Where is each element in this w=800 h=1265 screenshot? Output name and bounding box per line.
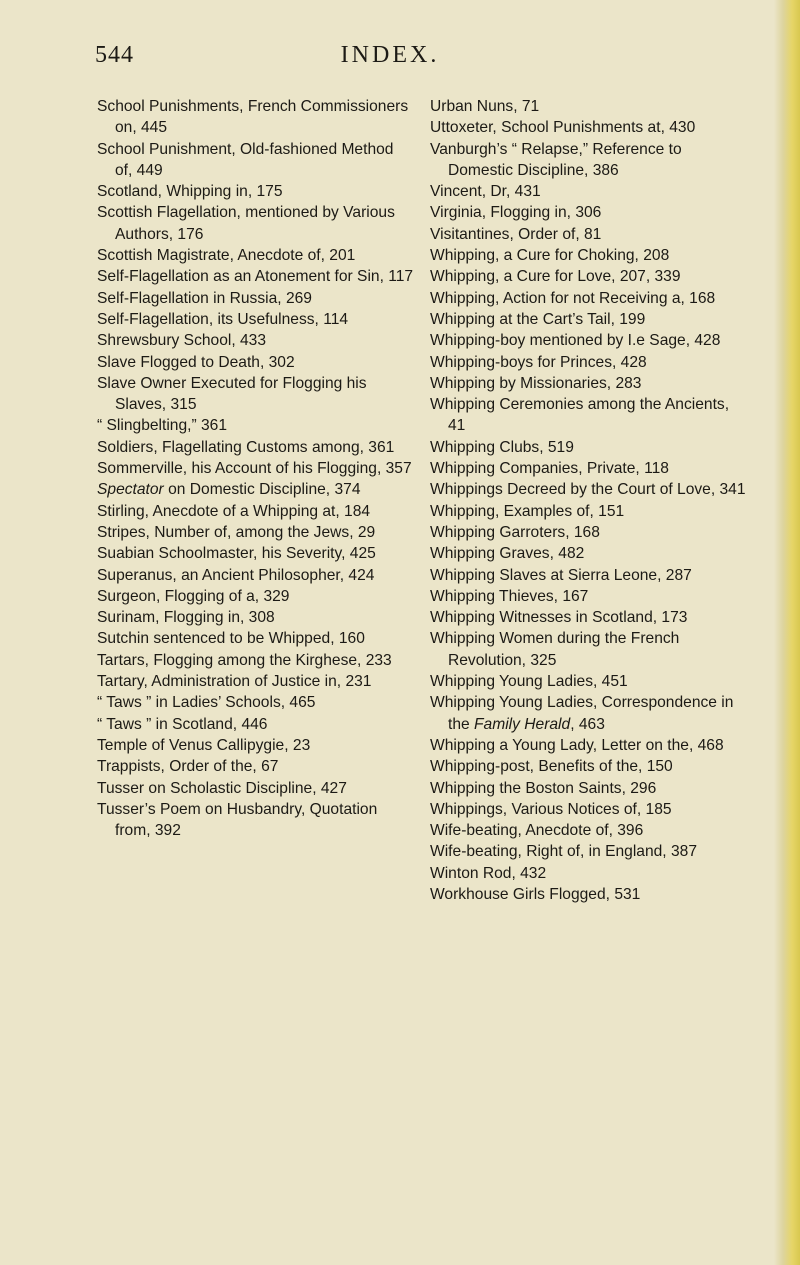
index-entry <box>97 650 415 671</box>
index-column-left <box>97 96 415 841</box>
index-entry-text: Whipping, Action for not Receiving a, 168 <box>430 289 716 307</box>
index-entry-text: Self-Flagellation, its Usefulness, 114 <box>97 310 349 328</box>
index-entry <box>97 373 415 416</box>
index-entry-text: Stripes, Number of, among the Jews, 29 <box>97 523 376 541</box>
index-entry-text: Whippings Decreed by the Court of Love, 341 <box>430 481 746 499</box>
index-entry-text: Whipping Clubs, 519 <box>430 438 574 456</box>
index-entry-text: Whipping-boy mentioned by I.e Sage, 428 <box>430 332 721 350</box>
index-entry-text: Suabian Schoolmaster, his Severity, 425 <box>97 545 376 563</box>
index-entry <box>430 799 750 820</box>
index-entry-italic: Spectator <box>97 481 164 499</box>
index-entry-text: Whipping at the Cart’s Tail, 199 <box>430 310 646 328</box>
index-entry-text: Whipping Thieves, 167 <box>430 587 589 605</box>
index-entry <box>430 288 750 309</box>
index-entry <box>97 714 415 735</box>
index-entry-text: Trappists, Order of the, 67 <box>97 758 279 776</box>
index-entry-text: Tusser’s Poem on Husbandry, Quotation from, 392 <box>97 800 378 840</box>
index-entry <box>97 96 415 139</box>
index-entry <box>430 181 750 202</box>
index-entry-text: Superanus, an Ancient Philosopher, 424 <box>97 566 375 584</box>
index-entry <box>430 458 750 479</box>
index-entry <box>430 437 750 458</box>
index-entry-text: Self-Flagellation as an Atonement for Sin, 117 <box>97 268 414 286</box>
index-entry-text: , 463 <box>570 715 605 733</box>
index-entry-italic: Family Herald <box>474 715 571 733</box>
index-entry <box>430 884 750 905</box>
index-entry <box>97 266 415 287</box>
index-entry-text: “ Taws ” in Scotland, 446 <box>97 715 268 733</box>
index-entry-text: Whipping Graves, 482 <box>430 545 585 563</box>
index-entry-text: Urban Nuns, 71 <box>430 98 540 115</box>
index-entry <box>97 799 415 842</box>
index-entry <box>430 565 750 586</box>
index-entry <box>430 224 750 245</box>
index-entry-text: Whipping by Missionaries, 283 <box>430 374 642 392</box>
index-entry-text: Whipping-post, Benefits of the, 150 <box>430 758 673 776</box>
index-entry-text: Scottish Flagellation, mentioned by Various Authors, 176 <box>97 204 395 243</box>
index-entry-text: Wife-beating, Anecdote of, 396 <box>430 822 644 840</box>
running-title: INDEX. <box>340 42 440 68</box>
index-entry-text: Sommerville, his Account of his Flogging, 357 <box>97 460 412 478</box>
index-entry <box>97 139 415 182</box>
index-entry <box>430 117 750 138</box>
index-entry-text: Whipping Slaves at Sierra Leone, 287 <box>430 566 692 584</box>
index-entry-text: Whipping Witnesses in Scotland, 173 <box>430 609 688 627</box>
index-entry <box>430 373 750 394</box>
index-entry-text: Winton Rod, 432 <box>430 864 547 882</box>
index-entry-text: on Domestic Discipline, 374 <box>163 481 361 499</box>
index-entry <box>430 735 750 756</box>
index-entry-text: Sutchin sentenced to be Whipped, 160 <box>97 630 365 648</box>
index-entry-text: Whipping Companies, Private, 118 <box>430 460 669 478</box>
index-entry-text: Tartars, Flogging among the Kirghese, 233 <box>97 651 392 669</box>
index-entry <box>97 181 415 202</box>
index-entry-text: Whipping Young Ladies, Correspondence in the <box>430 694 734 733</box>
index-entry-text: Whipping Ceremonies among the Ancients, 41 <box>430 396 730 435</box>
index-entry-text: Surinam, Flogging in, 308 <box>97 609 275 627</box>
index-entry-text: Temple of Venus Callipygie, 23 <box>97 736 311 754</box>
index-entry <box>97 202 415 245</box>
index-entry <box>430 607 750 628</box>
index-entry <box>97 458 415 479</box>
index-entry-text: Workhouse Girls Flogged, 531 <box>430 885 641 903</box>
index-entry <box>97 692 415 713</box>
index-entry-text: School Punishment, Old-fashioned Method of, 449 <box>97 140 394 179</box>
index-entry <box>430 139 750 182</box>
index-entry-text: Self-Flagellation in Russia, 269 <box>97 289 312 307</box>
index-entry <box>430 586 750 607</box>
index-entry <box>430 863 750 884</box>
index-entry <box>430 522 750 543</box>
index-entry <box>430 841 750 862</box>
index-entry <box>430 309 750 330</box>
index-entry-text: “ Taws ” in Ladies’ Schools, 465 <box>97 694 316 712</box>
index-entry <box>430 501 750 522</box>
index-entry <box>430 479 750 500</box>
index-entry <box>430 330 750 351</box>
index-entry <box>97 288 415 309</box>
page-header <box>0 42 800 78</box>
index-entry <box>97 522 415 543</box>
index-entry-text: Tusser on Scholastic Discipline, 427 <box>97 779 347 797</box>
index-entry <box>97 565 415 586</box>
index-entry <box>97 628 415 649</box>
index-entry <box>97 543 415 564</box>
index-entry-text: Surgeon, Flogging of a, 329 <box>97 587 290 605</box>
index-entry <box>97 735 415 756</box>
index-entry-text: Whipping, Examples of, 151 <box>430 502 625 520</box>
index-entry <box>97 756 415 777</box>
index-entry <box>97 479 415 500</box>
index-entry-text: Soldiers, Flagellating Customs among, 361 <box>97 438 395 456</box>
index-entry <box>430 778 750 799</box>
index-entry-text: “ Slingbelting,” 361 <box>97 417 228 435</box>
index-entry-text: Vanburgh’s “ Relapse,” Reference to Domestic Discipline, 386 <box>430 140 682 179</box>
index-entry <box>97 607 415 628</box>
index-entry-text: Stirling, Anecdote of a Whipping at, 184 <box>97 502 371 520</box>
index-entry <box>430 756 750 777</box>
index-entry-text: Slave Owner Executed for Flogging his Slaves, 315 <box>97 374 367 414</box>
index-entry <box>97 586 415 607</box>
index-entry <box>430 266 750 287</box>
index-entry-text: Vincent, Dr, 431 <box>430 183 541 201</box>
index-entry-text: Uttoxeter, School Punishments at, 430 <box>430 119 696 137</box>
index-entry <box>97 415 415 436</box>
index-entry <box>430 692 750 735</box>
page-edge <box>774 0 800 1265</box>
page-number: 544 <box>95 42 134 68</box>
index-entry-text: Whipping, a Cure for Choking, 208 <box>430 247 670 265</box>
index-entry <box>430 245 750 266</box>
index-entry-text: Whipping Women during the French Revolution, 325 <box>430 630 680 669</box>
index-entry <box>430 352 750 373</box>
index-entry <box>97 778 415 799</box>
index-entry-text: Whipping, a Cure for Love, 207, 339 <box>430 268 681 286</box>
index-entry-text: Visitantines, Order of, 81 <box>430 225 602 243</box>
index-entry <box>97 309 415 330</box>
index-entry-text: Whippings, Various Notices of, 185 <box>430 800 672 818</box>
index-column-right <box>430 96 750 905</box>
index-entry-text: Wife-beating, Right of, in England, 387 <box>430 843 697 861</box>
index-entry <box>97 501 415 522</box>
index-entry-text: Whipping the Boston Saints, 296 <box>430 779 657 797</box>
index-entry-text: Virginia, Flogging in, 306 <box>430 204 602 222</box>
index-entry-text: Slave Flogged to Death, 302 <box>97 353 295 371</box>
index-entry <box>97 330 415 351</box>
index-entry-text: Scotland, Whipping in, 175 <box>97 183 283 201</box>
index-entry <box>430 820 750 841</box>
index-entry-text: Whipping Garroters, 168 <box>430 523 600 541</box>
index-entry-text: Scottish Magistrate, Anecdote of, 201 <box>97 247 356 265</box>
index-entry <box>430 394 750 437</box>
index-entry-text: Shrewsbury School, 433 <box>97 332 267 350</box>
index-entry <box>97 352 415 373</box>
index-entry-text: Tartary, Administration of Justice in, 231 <box>97 673 372 691</box>
index-entry <box>97 671 415 692</box>
index-entry-text: School Punishments, French Commissioners on, 445 <box>97 98 409 137</box>
index-entry <box>430 96 750 117</box>
index-entry <box>97 437 415 458</box>
index-entry <box>430 543 750 564</box>
index-entry <box>430 671 750 692</box>
index-entry <box>97 245 415 266</box>
index-entry-text: Whipping-boys for Princes, 428 <box>430 353 647 371</box>
index-entry <box>430 202 750 223</box>
index-entry <box>430 628 750 671</box>
index-entry-text: Whipping Young Ladies, 451 <box>430 673 628 691</box>
index-entry-text: Whipping a Young Lady, Letter on the, 468 <box>430 736 724 754</box>
